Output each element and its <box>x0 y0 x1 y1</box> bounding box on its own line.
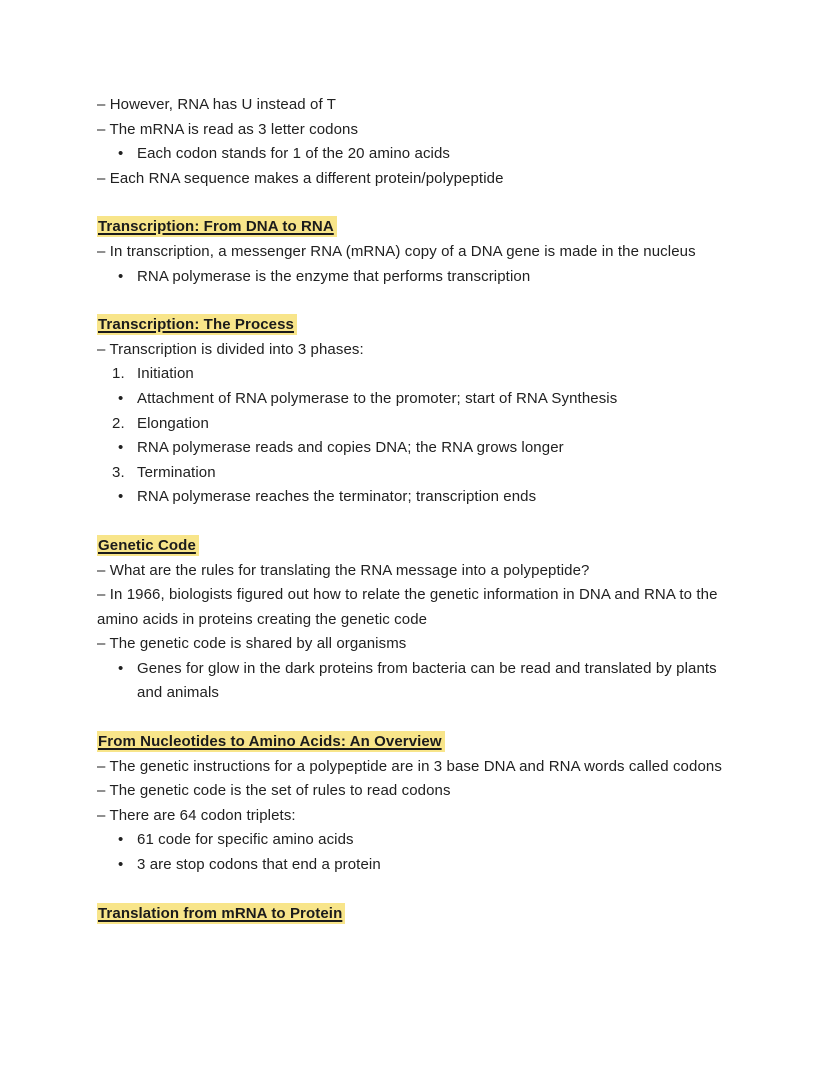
bullet-icon: • <box>118 389 124 407</box>
list-number: 3. <box>112 463 125 481</box>
dash-marker: – <box>97 242 110 260</box>
section-heading <box>97 902 733 927</box>
bullet-item-text: RNA polymerase reaches the terminator; transcription ends <box>137 488 537 506</box>
bullet-item-text: Attachment of RNA polymerase to the promoter; start of RNA Synthesis <box>137 389 618 407</box>
bullet-item <box>97 436 733 461</box>
highlighted-heading-text: Transcription: The Process <box>97 314 297 335</box>
dash-marker: – <box>97 169 110 187</box>
note-line-text: The genetic code is shared by all organisms <box>109 635 407 653</box>
notes-content <box>97 93 733 926</box>
numbered-item-text: Initiation <box>137 365 194 383</box>
note-line <box>97 804 733 829</box>
list-number: 1. <box>112 365 125 383</box>
note-line-text: Transcription is divided into 3 phases: <box>109 340 364 358</box>
numbered-item-text: Elongation <box>137 414 209 432</box>
numbered-item <box>97 461 733 486</box>
bullet-icon: • <box>118 856 124 874</box>
bullet-icon: • <box>118 145 124 163</box>
note-line <box>97 755 733 780</box>
section-heading <box>97 534 733 559</box>
note-line-text: What are the rules for translating the RNA message into a polypeptide? <box>109 561 590 579</box>
note-line-text: The genetic instructions for a polypeptide are in 3 base DNA and RNA words called codons <box>109 757 722 775</box>
dash-marker: – <box>97 561 110 579</box>
dash-marker: – <box>97 340 110 358</box>
bullet-item-text: Genes for glow in the dark proteins from bacteria can be read and translated by plants and animals <box>137 659 717 702</box>
note-line-text: The genetic code is the set of rules to read codons <box>109 782 451 800</box>
numbered-item <box>97 412 733 437</box>
note-line-text: Each RNA sequence makes a different protein/polypeptide <box>109 169 504 187</box>
bullet-item <box>97 485 733 510</box>
dash-marker: – <box>97 586 110 604</box>
bullet-icon: • <box>118 267 124 285</box>
bullet-item-text: RNA polymerase reads and copies DNA; the RNA grows longer <box>137 439 564 457</box>
dash-marker: – <box>97 806 110 824</box>
note-line <box>97 559 733 584</box>
dash-marker: – <box>97 757 110 775</box>
note-line-text: There are 64 codon triplets: <box>109 806 296 824</box>
bullet-item <box>97 657 733 706</box>
numbered-item <box>97 362 733 387</box>
bullet-item-text: 61 code for specific amino acids <box>137 831 354 849</box>
note-line-text: However, RNA has U instead of T <box>109 96 336 113</box>
dash-marker: – <box>97 96 110 113</box>
section-heading <box>97 215 733 240</box>
dash-marker: – <box>97 635 110 653</box>
note-line <box>97 583 733 632</box>
bullet-item <box>97 387 733 412</box>
note-line <box>97 167 733 192</box>
bullet-item <box>97 265 733 290</box>
note-line <box>97 240 733 265</box>
numbered-item-text: Termination <box>137 463 216 481</box>
note-line <box>97 118 733 143</box>
note-line <box>97 779 733 804</box>
bullet-icon: • <box>118 831 124 849</box>
list-number: 2. <box>112 414 125 432</box>
note-line <box>97 632 733 657</box>
note-line-text: In transcription, a messenger RNA (mRNA) copy of a DNA gene is made in the nucleus <box>109 242 696 260</box>
bullet-item-text: RNA polymerase is the enzyme that performs transcription <box>137 267 531 285</box>
dash-marker: – <box>97 782 110 800</box>
highlighted-heading-text: Translation from mRNA to Protein <box>97 903 345 924</box>
bullet-item <box>97 828 733 853</box>
highlighted-heading-text: Transcription: From DNA to RNA <box>97 216 337 237</box>
note-line <box>97 338 733 363</box>
section-heading <box>97 730 733 755</box>
bullet-icon: • <box>118 439 124 457</box>
note-line-text: In 1966, biologists figured out how to relate the genetic information in DNA and RNA to the amino acids in proteins creating the genetic code <box>97 586 718 628</box>
bullet-item <box>97 853 733 878</box>
bullet-icon: • <box>118 488 124 506</box>
section-heading <box>97 313 733 338</box>
dash-marker: – <box>97 120 110 138</box>
note-line-text: The mRNA is read as 3 letter codons <box>109 120 359 138</box>
bullet-item <box>97 142 733 167</box>
bullet-item-text: 3 are stop codons that end a protein <box>137 856 381 874</box>
highlighted-heading-text: Genetic Code <box>97 535 199 556</box>
highlighted-heading-text: From Nucleotides to Amino Acids: An Overview <box>97 731 445 752</box>
bullet-item-text: Each codon stands for 1 of the 20 amino acids <box>137 145 451 163</box>
note-line <box>97 93 733 118</box>
bullet-icon: • <box>118 659 124 677</box>
